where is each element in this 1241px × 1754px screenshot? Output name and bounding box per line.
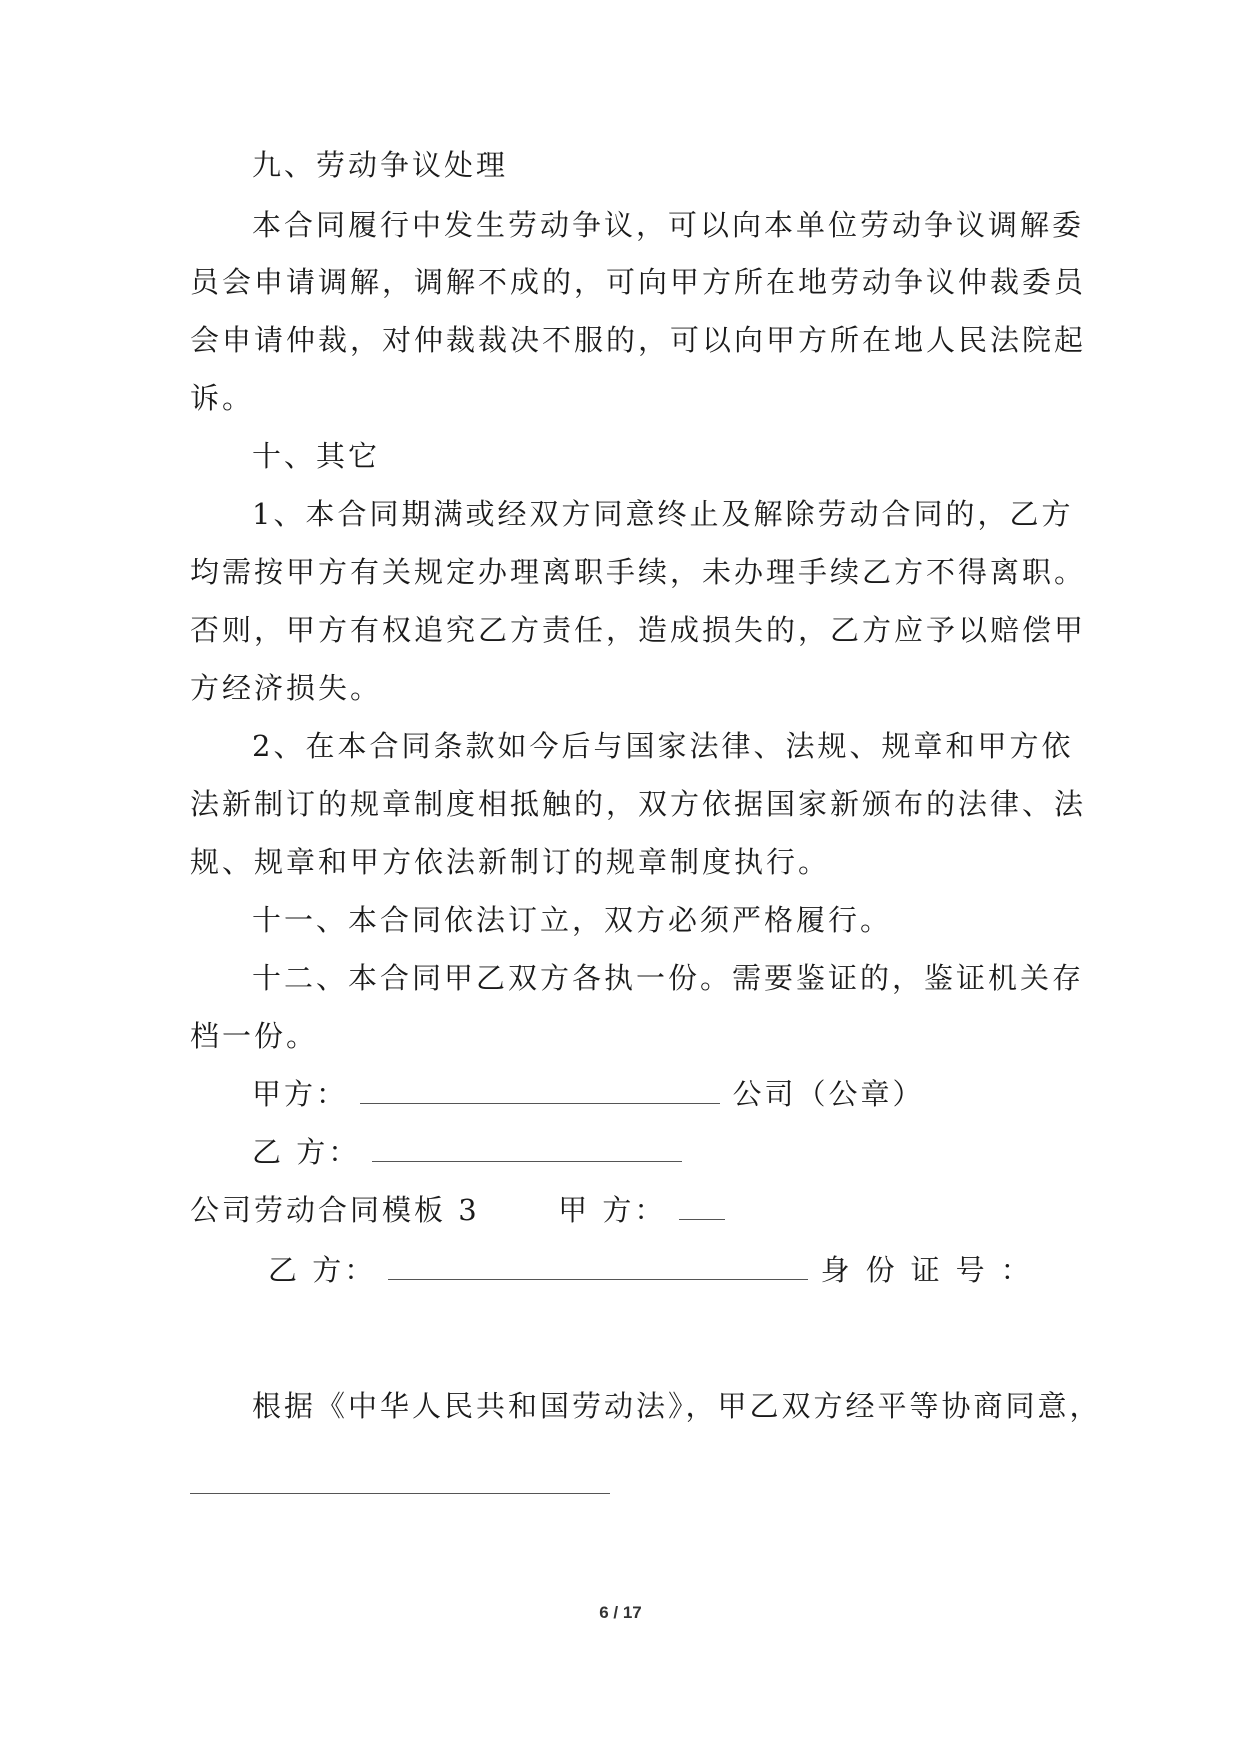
section-heading-10: 十、其它	[252, 439, 381, 473]
party-b-label: 乙 方：	[252, 1135, 361, 1169]
paragraph-line: 均需按甲方有关规定办理离职手续，未办理手续乙方不得离职。	[190, 555, 1087, 589]
id-number-label: 身份证号：	[820, 1253, 1046, 1287]
party-b-header-label: 乙 方：	[268, 1253, 377, 1287]
template-title-line	[190, 1190, 1070, 1230]
paragraph-line: 法新制订的规章制度相抵触的，双方依据国家新颁布的法律、法	[190, 787, 1087, 821]
paragraph-line: 2、在本合同条款如今后与国家法律、法规、规章和甲方依	[252, 729, 1074, 763]
signature-party-a	[252, 1074, 1132, 1114]
page-number: 6 / 17	[599, 1603, 642, 1622]
paragraph-line: 规、规章和甲方依法新制订的规章制度执行。	[190, 845, 831, 879]
paragraph-line: 否则，甲方有权追究乙方责任，造成损失的，乙方应予以赔偿甲	[190, 613, 1087, 647]
paragraph-line: 本合同履行中发生劳动争议，可以向本单位劳动争议调解委	[252, 208, 1085, 242]
id-number-blank	[190, 1493, 610, 1494]
party-b-header-blank	[388, 1253, 808, 1280]
template-title: 公司劳动合同模板 3	[190, 1193, 480, 1227]
section-heading-12: 十二、本合同甲乙双方各执一份。需要鉴证的，鉴证机关存	[252, 961, 1085, 995]
party-b-id-line	[268, 1250, 1148, 1290]
party-a-header-blank	[679, 1193, 725, 1220]
party-a-suffix: 公司（公章）	[732, 1077, 925, 1111]
paragraph-line: 1、本合同期满或经双方同意终止及解除劳动合同的，乙方	[252, 497, 1074, 531]
signature-party-b	[252, 1132, 1132, 1172]
section-heading-9: 九、劳动争议处理	[252, 148, 509, 182]
party-a-blank	[360, 1077, 720, 1104]
party-b-blank	[372, 1135, 682, 1162]
paragraph-line: 会申请仲裁，对仲裁裁决不服的，可以向甲方所在地人民法院起	[190, 323, 1087, 357]
party-a-header-label: 甲 方：	[558, 1193, 667, 1227]
paragraph-line: 员会申请调解，调解不成的，可向甲方所在地劳动争议仲裁委员	[190, 265, 1087, 299]
party-a-label: 甲方：	[252, 1077, 349, 1111]
section-heading-11: 十一、本合同依法订立，双方必须严格履行。	[252, 903, 893, 937]
paragraph-line: 档一份。	[190, 1019, 319, 1053]
paragraph-line: 方经济损失。	[190, 671, 383, 705]
paragraph-line: 根据《中华人民共和国劳动法》，甲乙双方经平等协商同意，	[252, 1389, 1102, 1423]
paragraph-line: 诉。	[190, 381, 255, 415]
